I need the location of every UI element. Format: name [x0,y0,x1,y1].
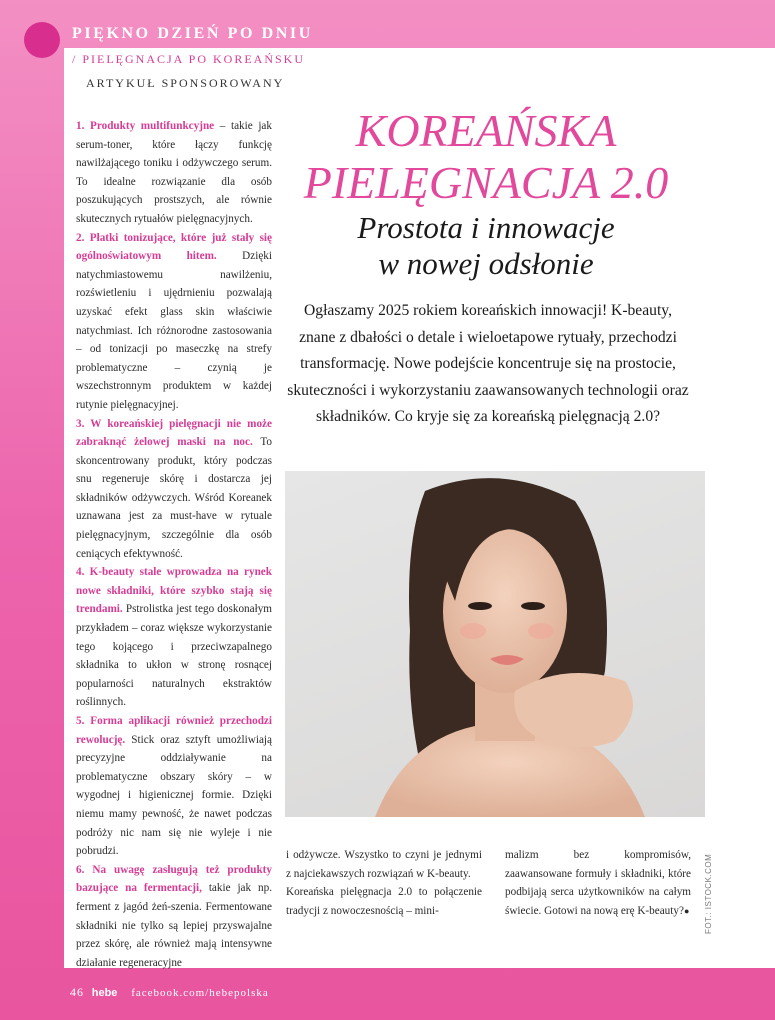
list-item-text: – takie jak serum-toner, które łączy funkcję nawilżającego toniku i odżywczego serum. To idealne rozwiązanie dla osób poszukujących prostszych, ale równie skutecznych rytuałów pielęgnacyjnych. [76,120,272,225]
list-item [76,415,272,564]
list-item-text: To skoncentrowany produkt, który podczas snu regeneruje skórę i dostarcza jej składników odżywczych. Wśród Koreanek uznawana jest za must-have w rytuale pielęgnacyjnym, szczególnie dla osób ceniących efektywność. [76,436,272,560]
section-title: PIĘKNO DZIEŃ PO DNIU [72,25,313,42]
list-item-text: takie jak np. ferment z jagód żeń-szenia. Fermentowane składniki nie tylko są lepiej przyswajalne przez skórę, ale również mają intensywne działanie regeneracyjne [76,882,272,969]
list-item-text: Pstrolistka jest tego doskonałym przykładem – coraz większe wykorzystanie tego kojącego i przeciwzapalnego składnika to ukłon w stronę rosnącej popularności naturalnych ekstraktów roślinnych. [76,603,272,709]
list-item [76,563,272,712]
paragraph: i odżywcze. Wszystko to czyni je jednymi z najciekawszych rozwiązań w K-beauty. [286,849,482,880]
article-subtitle-line1: Prostota i innowacje [357,210,615,245]
list-item-heading: 4. K-beauty stale wprowadza na rynek nowe składniki, które szybko stają się trendami. [76,566,272,616]
article-subtitle [286,210,686,282]
list-item [76,117,272,229]
left-column [76,117,272,972]
paragraph: Koreańska pielęgnacja 2.0 to połączenie tradycji z nowoczesnością – mini- [286,886,482,917]
page-footer [70,985,269,1000]
page-number: 46 [70,985,84,999]
list-item-heading: 3. W koreańskiej pielęgnacji nie może zabraknąć żelowej maski na noc. [76,417,272,449]
section-circle-icon [24,22,60,58]
list-item-heading: 6. Na uwagę zasługują też produkty bazujące na fermentacji, [76,863,272,895]
model-portrait-image [285,471,705,817]
subsection-title: / PIELĘGNACJA PO KOREAŃSKU [72,52,306,66]
paragraph-text: malizm bez kompromisów, zaawansowane formuły i składniki, które podbijają serca użytkowników na całym świecie. Gotowi na nową erę K-beauty? [505,849,691,917]
list-item [76,861,272,973]
list-item [76,229,272,415]
article-title-line1: KOREAŃSKA [355,105,617,156]
list-item-heading: 5. Forma aplikacji również przechodzi rewolucję. [76,715,272,746]
article-title-line2: PIELĘGNACJA 2.0 [303,157,669,208]
list-item-text: Dzięki natychmiastowemu nawilżeniu, rozświetleniu i ujędrnieniu pozwalają uzyskać efekt glass skin właściwie natychmiast. Ich różnorodne zastosowania – od tonizacji po maseczkę na strefy problematyczne – czynią je wszechstronnym produktem w każdej rutynie pielęgnacyjnej. [76,250,272,411]
model-photo [285,471,705,817]
list-item-heading: 1. Produkty multifunkcyjne [76,120,215,132]
right-column [505,846,691,920]
article-title [286,105,686,209]
list-item-text: Stick oraz sztyft umożliwiają precyzyjne oddziaływanie na problematyczne obszary skóry – w wygodnej i higienicznej formie. Dzięki niemu mamy pewność, że nawet podczas podróży nic nam się nie wyleje i nie pobrudzi. [76,733,272,858]
photo-credit: FOT.: ISTOCK.COM [704,853,713,934]
article-lead: Ogłaszamy 2025 rokiem koreańskich innowacji! K-beauty, znane z dbałości o detale i wieloetapowe rytuały, przechodzi transformację. Nowe podejście koncentruje się na prostocie, skuteczności i wykorzystaniu zaawansowanych technologii oraz składników. Co kryje się za koreańską pielęgnacją 2.0? [287,302,689,425]
list-item [76,712,272,861]
paragraph [505,846,691,920]
middle-column [286,846,482,920]
end-mark-icon: ● [683,905,690,916]
footer-url: facebook.com/hebepolska [131,987,269,999]
brand-logo: hebe [91,987,118,999]
list-item-heading: 2. Płatki tonizujące, które już stały się ogólnoświatowym hitem. [76,231,272,263]
article-subtitle-line2: w nowej odsłonie [378,246,594,281]
sponsored-label: ARTYKUŁ SPONSOROWANY [86,76,285,90]
